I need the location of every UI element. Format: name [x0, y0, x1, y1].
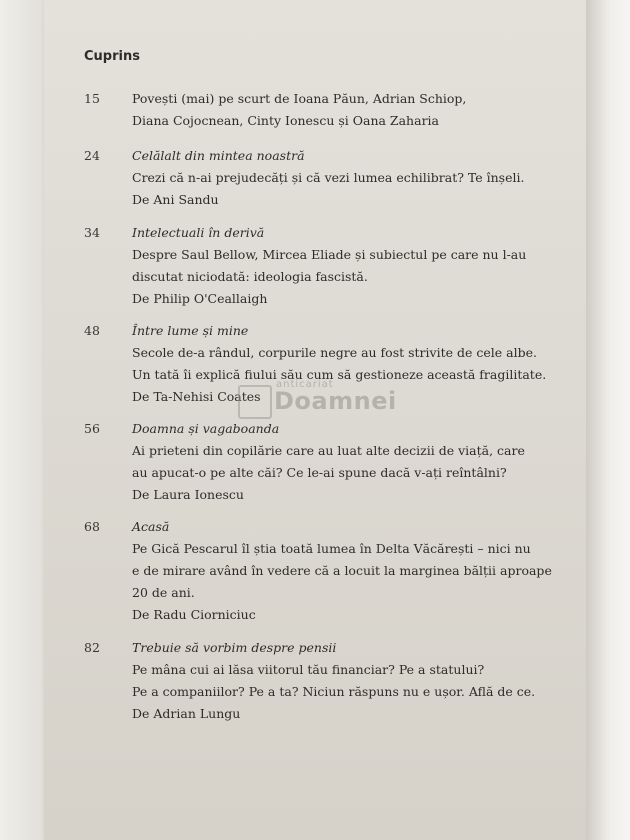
entry-line: au apucat-o pe alte căi? Ce le-ai spune dacă v-ați reîntâlni?: [132, 465, 507, 480]
entry-line: 20 de ani.: [132, 585, 195, 600]
entry-author: De Laura Ionescu: [132, 487, 244, 502]
entry-body: [132, 516, 562, 626]
entry-line: Ai prieteni din copilărie care au luat alte decizii de viață, care: [132, 443, 525, 458]
entry-body: [132, 222, 562, 310]
page-number: 15: [84, 91, 100, 106]
entry-line: Povești (mai) pe scurt de Ioana Păun, Adrian Schiop,: [132, 91, 467, 106]
entry-line: Secole de-a rândul, corpurile negre au fost strivite de cele albe.: [132, 345, 537, 360]
page-number: 82: [84, 640, 100, 655]
entry-line: Pe a companiilor? Pe a ta? Niciun răspuns nu e ușor. Află de ce.: [132, 684, 536, 699]
entry-title: Celălalt din mintea noastră: [132, 148, 305, 163]
page-number: 34: [84, 225, 100, 240]
page-edge: [586, 0, 630, 840]
entry-title: Acasă: [132, 519, 170, 534]
entry-title: Intelectuali în derivă: [132, 225, 265, 240]
entry-author: De Ta-Nehisi Coates: [132, 389, 261, 404]
entry-body: [132, 145, 562, 211]
watermark-main-text: Doamnei: [274, 387, 397, 415]
toc-heading: Cuprins: [84, 49, 140, 64]
entry-author: De Philip O'Ceallaigh: [132, 291, 268, 306]
entry-title: Doamna și vagaboanda: [132, 421, 280, 436]
page-number: 56: [84, 421, 100, 436]
entry-body: [132, 88, 562, 132]
entry-title: Între lume și mine: [132, 323, 249, 338]
entry-author: De Ani Sandu: [132, 192, 219, 207]
entry-body: [132, 320, 562, 408]
entry-line: Pe mâna cui ai lăsa viitorul tău financiar? Pe a statului?: [132, 662, 485, 677]
entry-line: discutat niciodată: ideologia fascistă.: [132, 269, 368, 284]
entry-line: Diana Cojocnean, Cinty Ionescu și Oana Zaharia: [132, 113, 439, 128]
entry-line: Pe Gică Pescarul îl știa toată lumea în Delta Văcărești – nici nu: [132, 541, 531, 556]
entry-line: Despre Saul Bellow, Mircea Eliade și subiectul pe care nu l-au: [132, 247, 527, 262]
entry-line: e de mirare având în vedere că a locuit la marginea bălții aproape: [132, 563, 552, 578]
entry-body: [132, 418, 562, 506]
entry-author: De Radu Ciorniciuc: [132, 607, 256, 622]
entry-body: [132, 637, 562, 725]
book-gutter: [0, 0, 44, 840]
entry-line: Un tată îi explică fiului său cum să gestioneze această fragilitate.: [132, 367, 547, 382]
entry-author: De Adrian Lungu: [132, 706, 241, 721]
page-number: 68: [84, 519, 100, 534]
entry-title: Trebuie să vorbim despre pensii: [132, 640, 337, 655]
watermark-top-text: anticariat: [276, 379, 334, 390]
page-number: 48: [84, 323, 100, 338]
page-number: 24: [84, 148, 100, 163]
entry-line: Crezi că n-ai prejudecăți și că vezi lumea echilibrat? Te înșeli.: [132, 170, 525, 185]
